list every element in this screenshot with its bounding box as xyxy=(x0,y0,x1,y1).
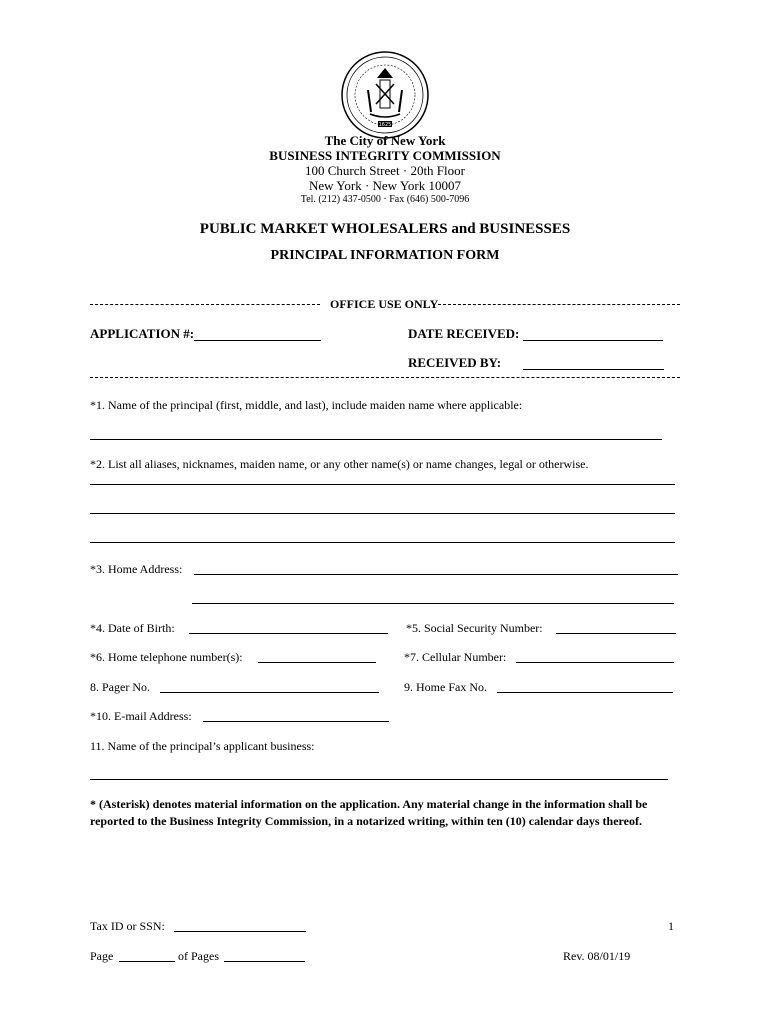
question-6: *6. Home telephone number(s): xyxy=(90,650,243,664)
home-address-field-1[interactable] xyxy=(194,574,678,575)
aliases-field-1[interactable] xyxy=(90,484,675,485)
page-label: Page xyxy=(90,949,114,963)
question-5: *5. Social Security Number: xyxy=(406,621,543,635)
received-by-field[interactable] xyxy=(523,369,664,370)
email-address-field[interactable] xyxy=(203,721,389,722)
of-pages-label: of Pages xyxy=(178,949,219,963)
question-9: 9. Home Fax No. xyxy=(404,680,487,694)
tax-id-label: Tax ID or SSN: xyxy=(90,919,165,933)
question-7: *7. Cellular Number: xyxy=(404,650,507,664)
page-number: 1 xyxy=(668,919,674,933)
commission-name: BUSINESS INTEGRITY COMMISSION xyxy=(269,148,501,163)
application-label: APPLICATION #: xyxy=(90,326,195,341)
principal-name-field[interactable] xyxy=(90,439,662,440)
ssn-field[interactable] xyxy=(556,633,676,634)
contact-info: Tel. (212) 437-0500 · Fax (646) 500-7096 xyxy=(300,194,470,205)
notice-line-1: * (Asterisk) denotes material information on the application. Any material change in the information shall be xyxy=(90,797,648,811)
date-received-field[interactable] xyxy=(523,340,663,341)
home-phone-field[interactable] xyxy=(258,662,376,663)
of-pages-field[interactable] xyxy=(224,961,305,962)
question-11: 11. Name of the principal’s applicant business: xyxy=(90,739,315,753)
tax-id-field[interactable] xyxy=(174,931,306,932)
question-1: *1. Name of the principal (first, middle, and last), include maiden name where applicable: xyxy=(90,398,523,412)
aliases-field-3[interactable] xyxy=(90,542,675,543)
application-number-field[interactable] xyxy=(194,340,321,341)
city-address: New York · New York 10007 xyxy=(308,178,462,193)
aliases-field-2[interactable] xyxy=(90,513,675,514)
org-name: The City of New York xyxy=(324,133,446,148)
question-8: 8. Pager No. xyxy=(90,680,150,694)
question-3: *3. Home Address: xyxy=(90,562,183,576)
form-title: PUBLIC MARKET WHOLESALERS and BUSINESSES xyxy=(199,221,571,237)
question-10: *10. E-mail Address: xyxy=(90,709,192,723)
applicant-business-field[interactable] xyxy=(90,779,668,780)
question-4: *4. Date of Birth: xyxy=(90,621,175,635)
street-address: 100 Church Street · 20th Floor xyxy=(305,163,465,178)
page-field[interactable] xyxy=(119,961,175,962)
form-subtitle: PRINCIPAL INFORMATION FORM xyxy=(270,248,500,263)
office-use-bottom-divider xyxy=(90,377,680,378)
cellular-number-field[interactable] xyxy=(516,662,674,663)
date-of-birth-field[interactable] xyxy=(189,633,388,634)
pager-number-field[interactable] xyxy=(160,692,379,693)
office-use-divider-left xyxy=(90,304,320,305)
question-2: *2. List all aliases, nicknames, maiden name, or any other name(s) or name changes, legal or otherwise. xyxy=(90,457,589,471)
received-by-label: RECEIVED BY: xyxy=(408,355,502,370)
office-use-label: OFFICE USE ONLY xyxy=(330,297,439,311)
city-seal xyxy=(340,50,430,140)
seal-year: 1625 xyxy=(378,122,392,128)
office-use-divider-right xyxy=(438,304,680,305)
date-received-label: DATE RECEIVED: xyxy=(408,326,520,341)
home-address-field-2[interactable] xyxy=(192,603,674,604)
notice-line-2: reported to the Business Integrity Commission, in a notarized writing, within ten (10) calendar days thereof. xyxy=(90,814,642,828)
home-fax-field[interactable] xyxy=(497,692,673,693)
revision-date: Rev. 08/01/19 xyxy=(563,949,631,963)
